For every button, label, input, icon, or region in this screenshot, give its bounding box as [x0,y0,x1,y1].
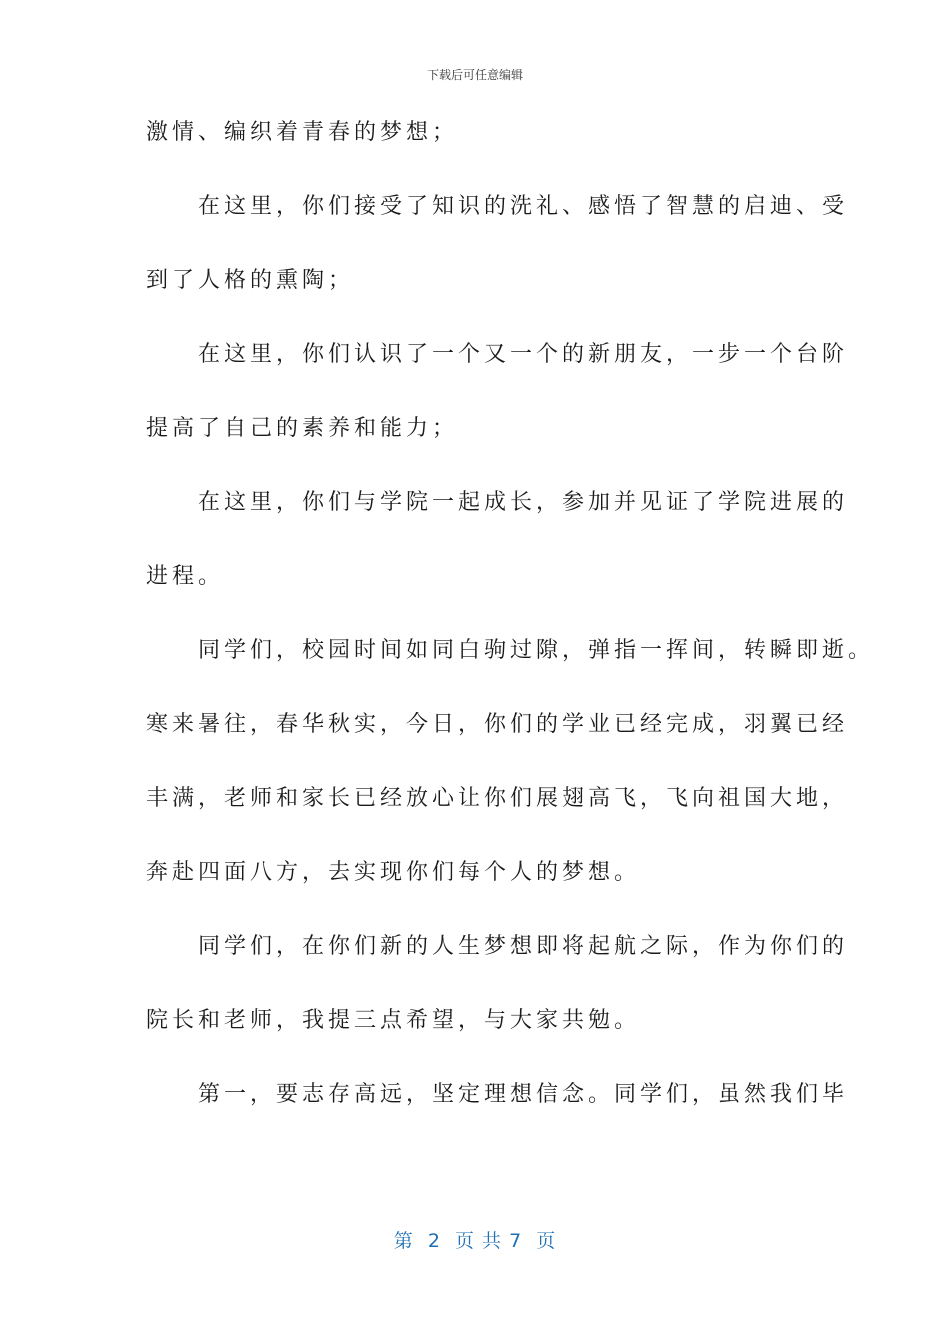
text-line: 同学们，在你们新的人生梦想即将起航之际，作为你们的 [146,934,849,959]
text-line: 在这里，你们与学院一起成长，参加并见证了学院进展的 [146,490,849,515]
text-line: 在这里，你们接受了知识的洗礼、感悟了智慧的启迪、受 [146,194,849,219]
page-header: 下载后可任意编辑 [426,68,523,82]
text-line: 院长和老师，我提三点希望，与大家共勉。 [146,1008,641,1033]
text-line: 激情、编织着青春的梦想； [146,120,459,145]
page-number-footer: 第 2 页 共 7 页 [393,1230,557,1252]
text-line: 奔赴四面八方，去实现你们每个人的梦想。 [146,860,641,885]
text-line: 到了人格的熏陶； [146,268,355,293]
text-line: 提高了自己的素养和能力； [146,416,459,441]
text-line: 进程。 [146,564,225,589]
text-line: 寒来暑往，春华秋实，今日，你们的学业已经完成，羽翼已经 [146,712,849,737]
text-line: 在这里，你们认识了一个又一个的新朋友，一步一个台阶 [146,342,849,367]
text-line: 丰满，老师和家长已经放心让你们展翅高飞，飞向祖国大地， [146,786,849,811]
text-line: 第一，要志存高远，坚定理想信念。同学们，虽然我们毕 [146,1082,849,1107]
text-line: 同学们，校园时间如同白驹过隙，弹指一挥间，转瞬即逝。 [146,638,875,663]
